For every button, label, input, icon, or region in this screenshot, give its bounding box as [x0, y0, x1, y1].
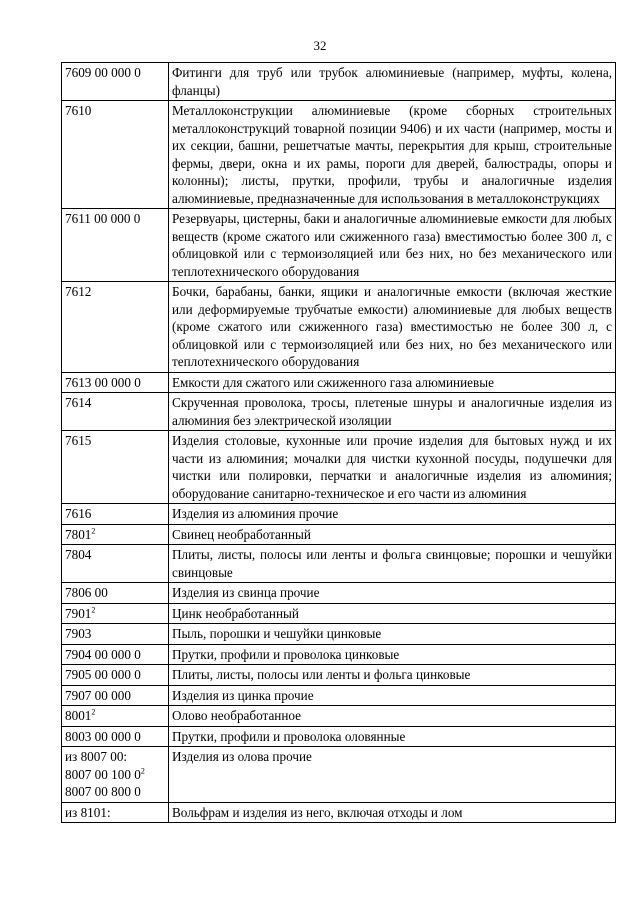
table-row	[62, 282, 616, 373]
code-line	[65, 64, 165, 82]
footnote-mark: 2	[140, 766, 145, 776]
code-line	[65, 526, 165, 544]
code-cell	[62, 685, 169, 706]
code-text: 7806 00	[65, 585, 108, 600]
code-text: 8007 00 800 0	[65, 784, 141, 799]
description-cell: Прутки, профили и проволока оловянные	[169, 726, 616, 747]
code-text: 7801	[65, 526, 92, 542]
description-cell: Бочки, барабаны, банки, ящики и аналогичные емкости (включая жесткие или деформируемые трубчатые емкости) алюминиевые для любых веществ (кроме сжатого или сжиженного газа) вместимостью не более 300 л, с облицовкой или с термоизоляцией или без них, но без механического или теплотехнического оборудования	[169, 282, 616, 373]
description-cell: Скрученная проволока, тросы, плетеные шнуры и аналогичные изделия из алюминия без электрической изоляции	[169, 393, 616, 431]
code-cell	[62, 726, 169, 747]
code-cell	[62, 431, 169, 504]
code-line	[65, 283, 165, 301]
code-line	[65, 605, 165, 623]
description-cell: Вольфрам и изделия из него, включая отходы и лом	[169, 802, 616, 823]
code-line	[65, 625, 165, 643]
code-text: 8007 00 100 0	[65, 766, 141, 782]
code-text: 7611 00 000 0	[65, 211, 141, 226]
table-row	[62, 624, 616, 645]
code-line	[65, 394, 165, 412]
description-cell: Пыль, порошки и чешуйки цинковые	[169, 624, 616, 645]
description-cell: Прутки, профили и проволока цинковые	[169, 644, 616, 665]
code-cell	[62, 802, 169, 823]
code-line	[65, 102, 165, 120]
code-cell	[62, 644, 169, 665]
code-line	[65, 546, 165, 564]
code-cell	[62, 101, 169, 209]
table-row	[62, 101, 616, 209]
code-text: 7616	[65, 506, 92, 521]
code-text: 7614	[65, 395, 92, 410]
description-cell: Плиты, листы, полосы или ленты и фольга цинковые	[169, 665, 616, 686]
code-line	[65, 783, 165, 801]
code-line	[65, 210, 165, 228]
footnote-mark: 2	[91, 605, 96, 615]
description-cell: Олово необработанное	[169, 706, 616, 727]
code-cell	[62, 624, 169, 645]
code-text: 7901	[65, 605, 92, 621]
code-text: 7903	[65, 626, 92, 641]
code-text: из 8101:	[65, 804, 111, 820]
footnote-mark: 2	[91, 526, 96, 536]
code-text: 8001	[65, 708, 92, 723]
code-line	[65, 804, 165, 822]
code-line	[65, 505, 165, 523]
table-row	[62, 706, 616, 727]
description-cell: Изделия из алюминия прочие	[169, 504, 616, 525]
table-row	[62, 583, 616, 604]
table-row	[62, 372, 616, 393]
table-row	[62, 644, 616, 665]
table-row	[62, 685, 616, 706]
code-cell	[62, 747, 169, 803]
code-text: 7615	[65, 433, 92, 448]
table-body	[62, 63, 616, 823]
table-row	[62, 393, 616, 431]
code-cell	[62, 524, 169, 545]
table-row	[62, 209, 616, 282]
tariff-code-table	[61, 62, 616, 823]
table-row	[62, 802, 616, 823]
table-row	[62, 63, 616, 101]
description-cell: Изделия столовые, кухонные или прочие изделия для бытовых нужд и их части из алюминия; мочалки для чистки кухонной посуды, подушечки для чистки или полировки, перчатки и аналогичные изделия из алюминия; оборудование санитарно-техническое и его части из алюминия	[169, 431, 616, 504]
description-cell: Изделия из олова прочие	[169, 747, 616, 803]
description-cell: Резервуары, цистерны, баки и аналогичные алюминиевые емкости для любых веществ (кроме сжатого или сжиженного газа) вместимостью более 300 л, с облицовкой или с термоизоляцией или без них, но без механического или теплотехнического оборудования	[169, 209, 616, 282]
page-number: 32	[313, 38, 327, 53]
code-line	[65, 707, 165, 725]
code-line	[65, 687, 165, 705]
code-cell	[62, 63, 169, 101]
description-cell: Цинк необработанный	[169, 603, 616, 624]
description-cell: Изделия из свинца прочие	[169, 583, 616, 604]
description-cell: Емкости для сжатого или сжиженного газа алюминиевые	[169, 372, 616, 393]
code-cell	[62, 603, 169, 624]
code-line	[65, 374, 165, 392]
code-cell	[62, 393, 169, 431]
code-line	[65, 766, 165, 784]
table-row	[62, 747, 616, 803]
table-row	[62, 524, 616, 545]
code-line	[65, 748, 165, 766]
code-text: 7905 00 000 0	[65, 667, 141, 682]
code-text: 7904 00 000 0	[65, 646, 141, 662]
code-text: 7804	[65, 547, 92, 562]
code-cell	[62, 545, 169, 583]
description-cell: Плиты, листы, полосы или ленты и фольга свинцовые; порошки и чешуйки свинцовые	[169, 545, 616, 583]
code-line	[65, 432, 165, 450]
code-line	[65, 646, 165, 664]
description-cell: Фитинги для труб или трубок алюминиевые (например, муфты, колена, фланцы)	[169, 63, 616, 101]
code-cell	[62, 282, 169, 373]
code-text: 7612	[65, 284, 92, 299]
code-cell	[62, 583, 169, 604]
table-row	[62, 603, 616, 624]
code-text: 7613 00 000 0	[65, 374, 141, 390]
table-row	[62, 545, 616, 583]
code-text: 8003 00 000 0	[65, 728, 141, 744]
code-cell	[62, 504, 169, 525]
description-cell: Свинец необработанный	[169, 524, 616, 545]
table-row	[62, 726, 616, 747]
code-cell	[62, 665, 169, 686]
code-line	[65, 728, 165, 746]
description-cell: Металлоконструкции алюминиевые (кроме сборных строительных металлоконструкций товарной позиции 9406) и их части (например, мосты и их секции, башни, решетчатые мачты, перекрытия для крыш, строительные фермы, двери, окна и их рамы, пороги для дверей, балюстрады, опоры и колонны); листы, прутки, профили, трубы и аналогичные изделия алюминиевые, предназначенные для использования в металлоконструкциях	[169, 101, 616, 209]
code-cell	[62, 706, 169, 727]
table-row	[62, 431, 616, 504]
code-text: 7610	[65, 103, 92, 118]
table-row	[62, 665, 616, 686]
code-line	[65, 666, 165, 684]
code-text: 7907 00 000	[65, 687, 131, 703]
description-cell: Изделия из цинка прочие	[169, 685, 616, 706]
footnote-mark: 2	[91, 707, 96, 717]
code-cell	[62, 209, 169, 282]
table-row	[62, 504, 616, 525]
code-cell	[62, 372, 169, 393]
code-text: 7609 00 000 0	[65, 65, 141, 80]
code-line	[65, 584, 165, 602]
code-text: из 8007 00:	[65, 749, 128, 764]
